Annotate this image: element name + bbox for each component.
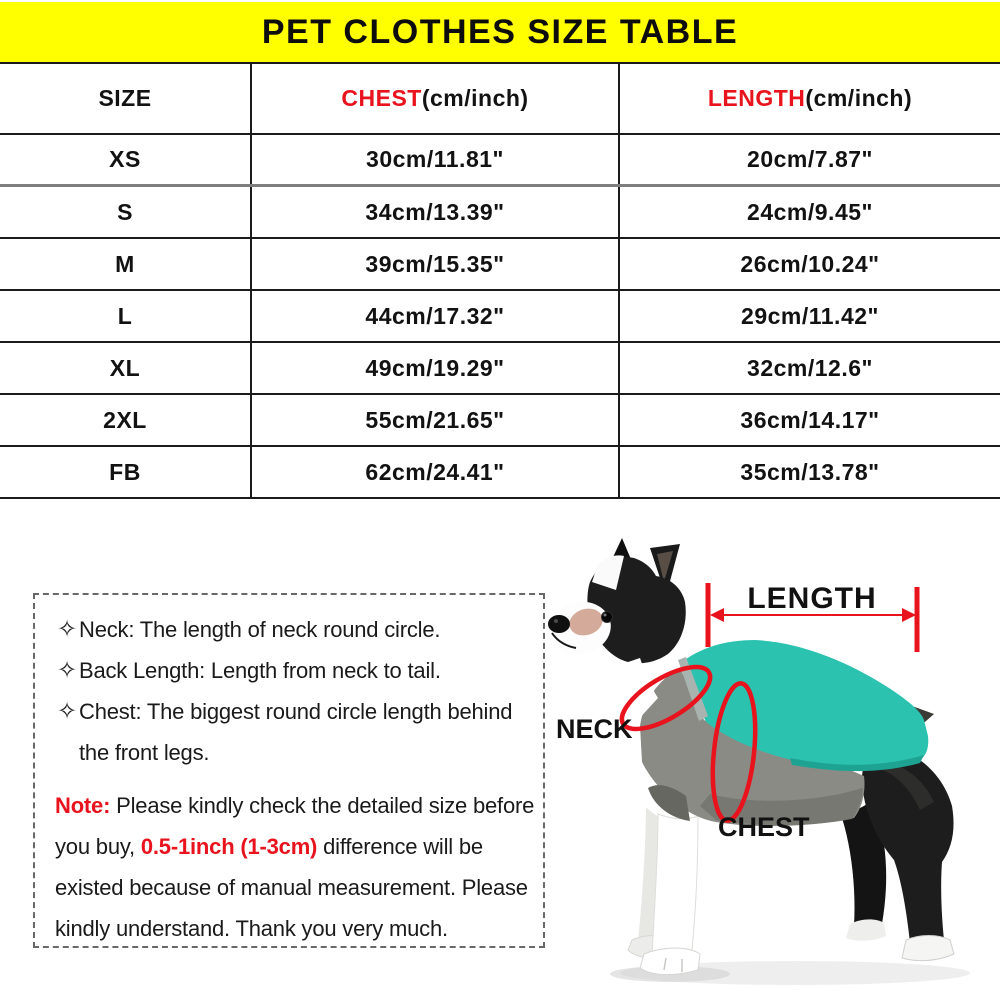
chest-cell: 55cm/21.65" <box>252 395 620 445</box>
four-point-star-icon: ✧ <box>57 698 78 725</box>
note-item-back-length <box>49 650 537 691</box>
col-header-chest-label: CHEST <box>341 85 422 111</box>
length-cell: 36cm/14.17" <box>740 406 880 433</box>
size-cell: S <box>0 187 252 237</box>
col-header-size: SIZE <box>0 64 252 133</box>
length-cell: 20cm/7.87" <box>747 146 873 172</box>
chest-cell: 39cm/15.35" <box>252 239 620 289</box>
chest-cell: 44cm/17.32" <box>252 291 620 341</box>
col-header-chest <box>252 64 620 133</box>
length-cell: 32cm/12.6" <box>747 354 873 381</box>
table-row <box>0 291 1000 343</box>
table-row <box>0 447 1000 499</box>
definition-list <box>49 609 537 773</box>
chest-cell: 49cm/19.29" <box>252 343 620 393</box>
table-header-row <box>0 64 1000 135</box>
chest-cell: 34cm/13.39" <box>252 187 620 237</box>
note-body-1: Please kindly check the detailed size before you buy, <box>55 793 535 859</box>
table-row <box>0 187 1000 239</box>
size-cell: L <box>0 291 252 341</box>
size-cell: 2XL <box>0 395 252 445</box>
note-item-text: Chest: The biggest round circle length behind the front legs. <box>79 699 513 765</box>
chest-label: CHEST <box>718 812 810 842</box>
length-label: LENGTH <box>747 582 877 615</box>
measurement-notes-box <box>33 593 545 948</box>
four-point-star-icon: ✧ <box>57 616 78 643</box>
size-cell: M <box>0 239 252 289</box>
note-item-neck <box>49 609 537 650</box>
note-item-text: Neck: The length of neck round circle. <box>79 617 441 642</box>
page-title: PET CLOTHES SIZE TABLE <box>261 12 739 51</box>
col-header-chest-unit: (cm/inch) <box>421 85 529 111</box>
table-row <box>0 395 1000 447</box>
length-cell: 24cm/9.45" <box>747 198 873 225</box>
length-cell: 29cm/11.42" <box>741 302 879 329</box>
length-cell: 26cm/10.24" <box>740 250 880 277</box>
dog-nose <box>548 615 570 633</box>
disclaimer-note <box>55 785 547 949</box>
note-highlight: 0.5-1inch (1-3cm) <box>140 834 318 859</box>
dog-eye-glint <box>604 614 607 617</box>
col-header-length-label: LENGTH <box>707 85 806 111</box>
arrow-head-right <box>902 608 916 622</box>
col-header-length <box>620 64 1000 133</box>
note-body-2: difference will be existed because of manual measurement. Please kindly understand. Thank you very much. <box>55 834 528 941</box>
table-row <box>0 343 1000 395</box>
length-cell: 35cm/13.78" <box>740 458 880 485</box>
banner <box>0 2 1000 62</box>
note-item-text: Back Length: Length from neck to tail. <box>79 658 441 683</box>
dog-nose-shine <box>554 619 558 623</box>
arrow-head-left <box>710 608 724 622</box>
dog-eye <box>602 612 613 623</box>
size-cell: FB <box>0 447 252 497</box>
col-header-length-unit: (cm/inch) <box>805 85 913 111</box>
chest-cell: 62cm/24.41" <box>252 447 620 497</box>
table-row <box>0 135 1000 187</box>
size-cell: XL <box>0 343 252 393</box>
neck-label: NECK <box>556 714 633 744</box>
dog-measurement-diagram <box>540 530 1000 1000</box>
table-row <box>0 239 1000 291</box>
note-item-chest <box>49 691 537 773</box>
note-prefix: Note: <box>55 793 111 818</box>
chest-cell: 30cm/11.81" <box>252 135 620 184</box>
dog-illustration <box>540 530 1000 1000</box>
four-point-star-icon: ✧ <box>57 657 78 684</box>
size-cell: XS <box>0 135 252 184</box>
size-table <box>0 62 1000 499</box>
